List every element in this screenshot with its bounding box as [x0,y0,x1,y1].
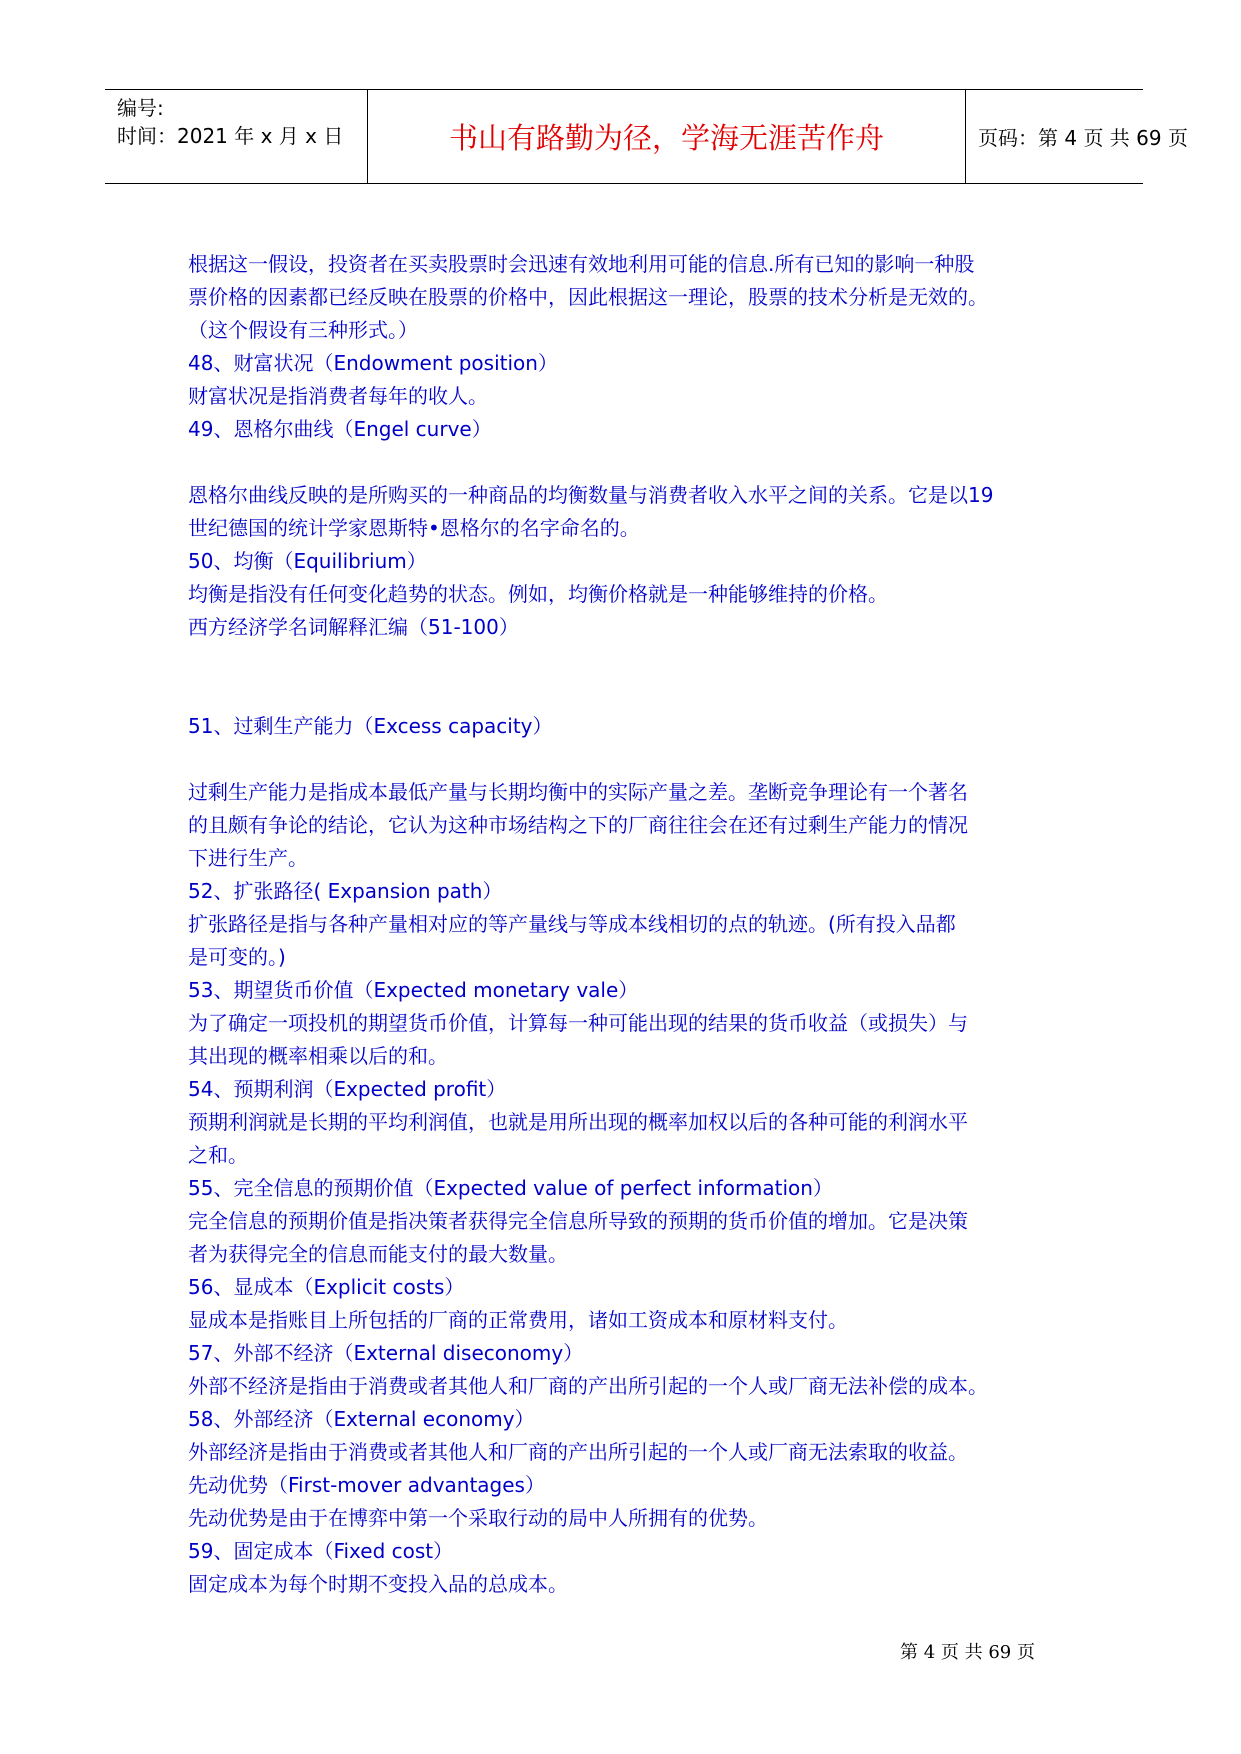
term-heading-50: 50、均衡（Equilibrium） [188,549,427,573]
body-line: 外部经济是指由于消费或者其他人和厂商的产出所引起的一个人或厂商无法索取的收益。 [188,1440,968,1464]
body-line: （这个假设有三种形式。） [188,318,418,342]
term-heading-52: 52、扩张路径( Expansion path） [188,879,503,903]
section-title: 西方经济学名词解释汇编（51-100） [188,615,519,639]
header-page-cell [966,90,1188,183]
header-meta-cell [105,90,368,183]
header-motto-cell [368,90,966,183]
body-line: 为了确定一项投机的期望货币价值，计算每一种可能出现的结果的货币收益（或损失）与 [188,1011,968,1035]
body-line: 根据这一假设，投资者在买卖股票时会迅速有效地利用可能的信息.所有已知的影响一种股 [188,252,975,276]
body-line: 完全信息的预期价值是指决策者获得完全信息所导致的预期的货币价值的增加。它是决策 [188,1209,968,1233]
body-line: 其出现的概率相乘以后的和。 [188,1044,448,1068]
body-line: 世纪德国的统计学家恩斯特•恩格尔的名字命名的。 [188,516,640,540]
page-footer-number: 第 4 页 共 69 页 [900,1642,1035,1663]
term-heading-58: 58、外部经济（External economy） [188,1407,535,1431]
body-line: 下进行生产。 [188,846,308,870]
body-line: 财富状况是指消费者每年的收人。 [188,384,488,408]
body-line: 之和。 [188,1143,248,1167]
term-heading-49: 49、恩格尔曲线（Engel curve） [188,417,492,441]
term-heading-51: 51、过剩生产能力（Excess capacity） [188,714,553,738]
body-line: 恩格尔曲线反映的是所购买的一种商品的均衡数量与消费者收入水平之间的关系。它是以19 [188,483,994,507]
page-header [105,89,1188,184]
term-heading-55: 55、完全信息的预期价值（Expected value of perfect information） [188,1176,833,1200]
body-line: 固定成本为每个时期不变投入品的总成本。 [188,1572,568,1596]
document-number-label: 编号: [117,96,164,120]
term-heading-48: 48、财富状况（Endowment position） [188,351,558,375]
body-line: 过剩生产能力是指成本最低产量与长期均衡中的实际产量之差。垄断竞争理论有一个著名 [188,780,968,804]
term-heading-57: 57、外部不经济（External diseconomy） [188,1341,584,1365]
document-time-label: 时间：2021 年 x 月 x 日 [117,124,344,148]
term-heading-56: 56、显成本（Explicit costs） [188,1275,465,1299]
body-line: 的且颇有争论的结论，它认为这种市场结构之下的厂商往往会在还有过剩生产能力的情况 [188,813,968,837]
header-motto: 书山有路勤为径，学海无涯苦作舟 [448,121,884,155]
term-heading-53: 53、期望货币价值（Expected monetary vale） [188,978,639,1002]
body-line: 先动优势是由于在博弈中第一个采取行动的局中人所拥有的优势。 [188,1506,768,1530]
body-line: 均衡是指没有任何变化趋势的状态。例如，均衡价格就是一种能够维持的价格。 [188,582,888,606]
blank-line [188,677,1068,710]
body-line: 外部不经济是指由于消费或者其他人和厂商的产出所引起的一个人或厂商无法补偿的成本。 [188,1374,988,1398]
body-line: 扩张路径是指与各种产量相对应的等产量线与等成本线相切的点的轨迹。(所有投入品都 [188,912,956,936]
body-line: 预期利润就是长期的平均利润值，也就是用所出现的概率加权以后的各种可能的利润水平 [188,1110,968,1134]
document-body [188,248,1068,1601]
term-heading-54: 54、预期利润（Expected profit） [188,1077,507,1101]
blank-line [188,644,1068,677]
blank-line [188,743,1068,776]
header-page-number: 页码：第 4 页 共 69 页 [978,126,1188,150]
blank-line [188,446,1068,479]
body-line: 者为获得完全的信息而能支付的最大数量。 [188,1242,568,1266]
body-line: 是可变的。) [188,945,286,969]
term-heading-first-mover: 先动优势（First-mover advantages） [188,1473,545,1497]
body-line: 票价格的因素都已经反映在股票的价格中，因此根据这一理论，股票的技术分析是无效的。 [188,285,988,309]
term-heading-59: 59、固定成本（Fixed cost） [188,1539,454,1563]
body-line: 显成本是指账目上所包括的厂商的正常费用，诸如工资成本和原材料支付。 [188,1308,848,1332]
